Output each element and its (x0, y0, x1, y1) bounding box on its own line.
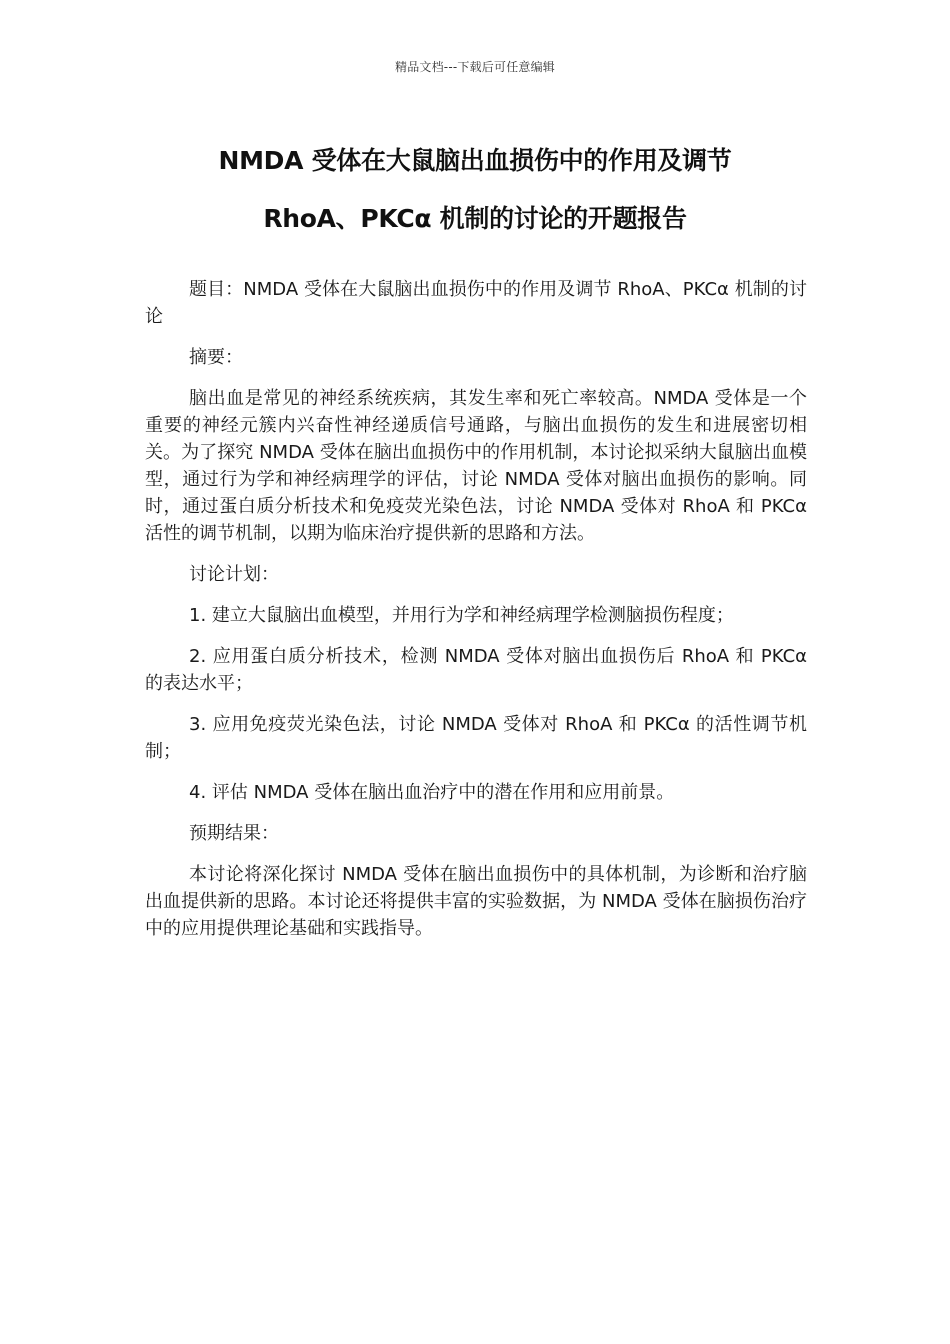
document-body (145, 276, 807, 956)
title-line-1: NMDA 受体在大鼠脑出血损伤中的作用及调节 (218, 146, 732, 175)
plan-label: 讨论计划： (189, 564, 279, 585)
plan-item: 1. 建立大鼠脑出血模型，并用行为学和神经病理学检测脑损伤程度； (189, 605, 734, 626)
plan-item: 3. 应用免疫荧光染色法，讨论 NMDA 受体对 RhoA 和 PKCα 的活性调节机制； (145, 714, 807, 762)
plan-item: 4. 评估 NMDA 受体在脑出血治疗中的潜在作用和应用前景。 (189, 782, 675, 803)
expected-label: 预期结果： (189, 823, 279, 844)
expected-paragraph: 本讨论将深化探讨 NMDA 受体在脑出血损伤中的具体机制，为诊断和治疗脑出血提供新的思路。本讨论还将提供丰富的实验数据，为 NMDA 受体在脑损伤治疗中的应用提供理论基础和实践指导。 (145, 864, 807, 939)
document-title (100, 132, 850, 248)
title-line-2: RhoA、PKCα 机制的讨论的开题报告 (263, 204, 687, 233)
page-header: 精品文档---下载后可任意编辑 (395, 60, 555, 74)
abstract-paragraph: 脑出血是常见的神经系统疾病，其发生率和死亡率较高。NMDA 受体是一个重要的神经元簇内兴奋性神经递质信号通路，与脑出血损伤的发生和进展密切相关。为了探究 NMDA 受体在脑出血损伤中的作用机制，本讨论拟采纳大鼠脑出血模型，通过行为学和神经病理学的评估，讨论 NMDA 受体对脑出血损伤的影响。同时，通过蛋白质分析技术和免疫荧光染色法，讨论 NMDA 受体对 RhoA 和 PKCα 活性的调节机制，以期为临床治疗提供新的思路和方法。 (145, 388, 807, 544)
abstract-label: 摘要： (189, 347, 243, 368)
topic-paragraph: 题目：NMDA 受体在大鼠脑出血损伤中的作用及调节 RhoA、PKCα 机制的讨论 (145, 279, 807, 327)
plan-item: 2. 应用蛋白质分析技术，检测 NMDA 受体对脑出血损伤后 RhoA 和 PKCα 的表达水平； (145, 646, 807, 694)
